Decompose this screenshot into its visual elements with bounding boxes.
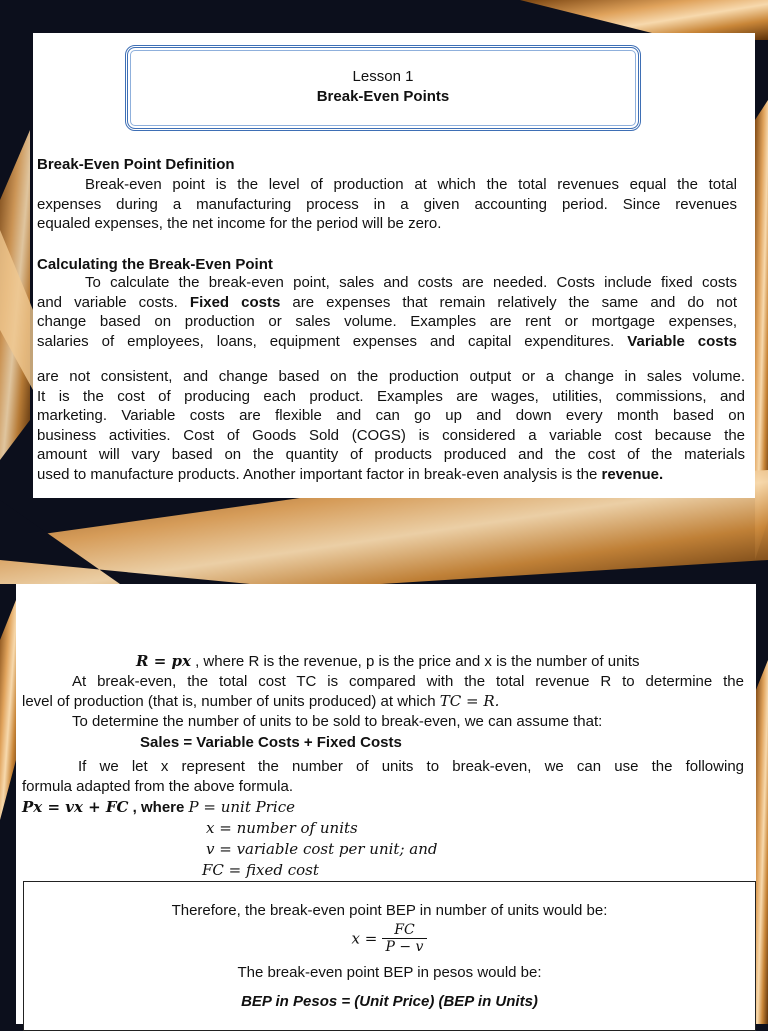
- bep-formula-box: [23, 881, 756, 1031]
- lesson-page-2: [16, 584, 756, 1024]
- lesson-title: Break-Even Points: [316, 88, 450, 105]
- definition-paragraph: [37, 175, 737, 234]
- definition-line-2: expenses during a manufacturing process in a given accounting period. Since revenues: [37, 195, 737, 213]
- def-unit-price: P = unit Price: [188, 798, 295, 816]
- variable-costs-paragraph: [37, 367, 745, 484]
- revenue-term: revenue.: [601, 465, 664, 483]
- def-fixed-cost: FC = fixed cost: [202, 861, 319, 879]
- revenue-formula: R = px: [136, 652, 191, 670]
- be-line-2a: level of production (that is, number of units produced) at which: [22, 692, 440, 710]
- var-line-6a: used to manufacture products. Another important factor in break-even analysis is the: [37, 465, 602, 483]
- def-number-of-units: x = number of units: [206, 819, 358, 837]
- tc-equals-r: TC = R.: [439, 691, 500, 710]
- bep-units-formula: [24, 922, 768, 955]
- definition-heading: Break-Even Point Definition: [37, 156, 235, 173]
- determine-line: To determine the number of units to be sold to break-even, we can assume that:: [72, 713, 603, 730]
- var-line-6: [37, 465, 745, 485]
- break-even-paragraph: [22, 672, 744, 711]
- x-equals: x =: [351, 929, 378, 948]
- px-formula: Px = vx + FC: [22, 798, 129, 816]
- definition-line-1: Break-even point is the level of production at which the total revenues equal the total: [85, 176, 737, 193]
- be-line-2: [22, 692, 744, 712]
- calc-line-2a: and variable costs.: [37, 293, 190, 311]
- bep-fraction: [382, 922, 428, 955]
- let-line-2: formula adapted from the above formula.: [22, 777, 293, 795]
- calc-line-1: To calculate the break-even point, sales and costs are needed. Costs include fixed costs: [85, 274, 737, 291]
- let-line-1: If we let x represent the number of units to break-even, we can use the following: [78, 758, 744, 775]
- var-line-1: are not consistent, and change based on the production output or a change in sales volume.: [37, 368, 745, 385]
- fraction-denominator: P − v: [385, 939, 424, 955]
- bep-pesos-formula: BEP in Pesos = (Unit Price) (BEP in Units): [241, 993, 538, 1010]
- calculating-paragraph: [37, 273, 737, 351]
- lesson-title-box: [125, 45, 641, 131]
- variable-costs-term: Variable costs: [627, 332, 737, 350]
- var-line-5: amount will vary based on the quantity of products produced and the cost of the materials: [37, 446, 745, 463]
- var-line-2: It is the cost of producing each product. Examples are wages, utilities, commissions, and: [37, 387, 745, 405]
- revenue-formula-text: , where R is the revenue, p is the price and x is the number of units: [190, 653, 640, 670]
- calc-line-4a: salaries of employees, loans, equipment expenses and capital expenditures.: [37, 332, 628, 350]
- revenue-formula-line: [136, 652, 640, 672]
- therefore-line: Therefore, the break-even point BEP in number of units would be:: [171, 902, 608, 919]
- sales-equation: Sales = Variable Costs + Fixed Costs: [140, 734, 402, 751]
- var-line-3: marketing. Variable costs are flexible and can go up and down every month based on: [37, 407, 745, 424]
- let-paragraph: [22, 757, 744, 796]
- definition-line-3: equaled expenses, the net income for the period will be zero.: [37, 215, 442, 232]
- calc-line-2: [37, 293, 737, 313]
- be-line-1: At break-even, the total cost TC is compared with the total revenue R to determine the: [72, 673, 744, 690]
- lesson-page-1: [33, 33, 755, 498]
- pesos-line: The break-even point BEP in pesos would be:: [237, 964, 542, 981]
- px-formula-line: [22, 798, 295, 818]
- where-label: , where: [128, 799, 189, 816]
- calc-line-2c: are expenses that remain relatively the same and do not: [280, 293, 738, 311]
- var-line-4: business activities. Cost of Goods Sold (COGS) is considered a variable cost because the: [37, 426, 745, 444]
- calculating-heading: Calculating the Break-Even Point: [37, 256, 273, 273]
- fixed-costs-term: Fixed costs: [189, 293, 281, 311]
- lesson-number: Lesson 1: [352, 68, 414, 85]
- calc-line-4: [37, 332, 737, 352]
- def-variable-cost: v = variable cost per unit; and: [206, 840, 438, 858]
- fraction-numerator: FC: [382, 922, 428, 939]
- calc-line-3: change based on production or sales volume. Examples are rent or mortgage expenses,: [37, 313, 737, 330]
